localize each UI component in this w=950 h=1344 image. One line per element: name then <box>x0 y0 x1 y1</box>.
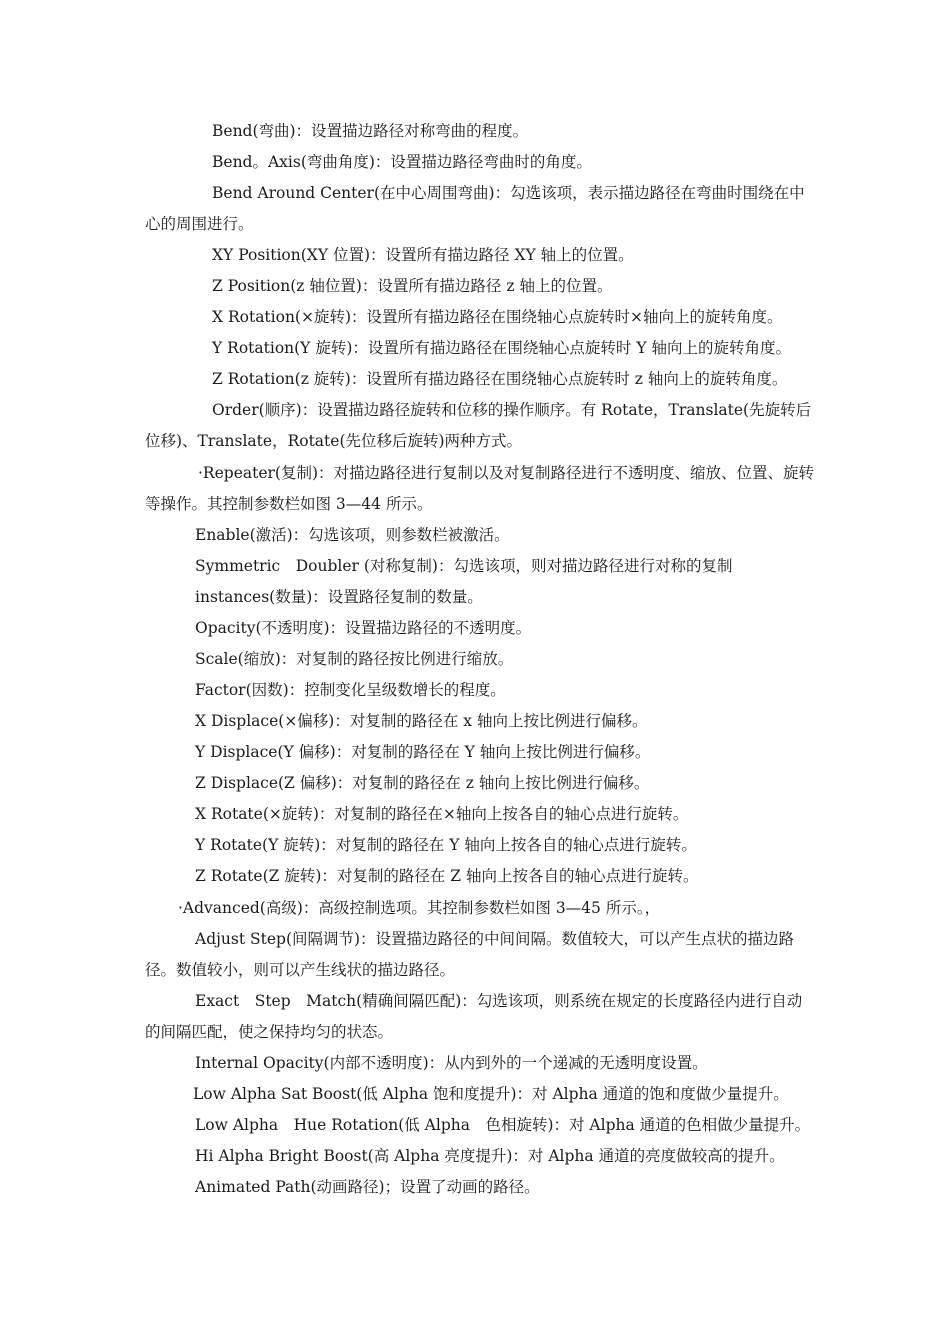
paragraph-z-position: Z Position(z 轴位置)：设置所有描边路径 z 轴上的位置。 <box>212 277 613 295</box>
paragraph-internal-opacity: Internal Opacity(内部不透明度)：从内到外的一个递减的无透明度设置。 <box>195 1054 708 1072</box>
paragraph-hi-alpha-bright-boost: Hi Alpha Bright Boost(高 Alpha 亮度提升)：对 Alpha 通道的亮度做较高的提升。 <box>195 1147 785 1165</box>
paragraph-factor: Factor(因数)：控制变化呈级数增长的程度。 <box>195 681 506 699</box>
paragraph-x-rotation: X Rotation(×旋转)：设置所有描边路径在围绕轴心点旋转时×轴向上的旋转角度。 <box>212 308 783 326</box>
paragraph-z-rotate: Z Rotate(Z 旋转)：对复制的路径在 Z 轴向上按各自的轴心点进行旋转。 <box>195 867 699 885</box>
paragraph-xy-position: XY Position(XY 位置)：设置所有描边路径 XY 轴上的位置。 <box>212 246 634 264</box>
paragraph-z-displace: Z Displace(Z 偏移)：对复制的路径在 z 轴向上按比例进行偏移。 <box>195 774 650 792</box>
paragraph-y-rotation: Y Rotation(Y 旋转)：设置所有描边路径在围绕轴心点旋转时 Y 轴向上的旋转角度。 <box>212 339 791 357</box>
paragraph-symmetric-doubler: Symmetric Doubler (对称复制)：勾选该项，则对描边路径进行对称的复制 <box>195 557 733 575</box>
section-repeater: ·Repeater(复制)：对描边路径进行复制以及对复制路径进行不透明度、缩放、位置、旋转等操作。其控制参数栏如图 3—44 所示。 <box>145 464 815 513</box>
paragraph-scale: Scale(缩放)：对复制的路径按比例进行缩放。 <box>195 650 514 668</box>
paragraph-y-displace: Y Displace(Y 偏移)：对复制的路径在 Y 轴向上按比例进行偏移。 <box>195 743 651 761</box>
paragraph-adjust-step: Adjust Step(间隔调节)：设置描边路径的中间间隔。数值较大，可以产生点状的描边路径。数值较小，则可以产生线状的描边路径。 <box>145 930 795 979</box>
paragraph-bend: Bend(弯曲)：设置描边路径对称弯曲的程度。 <box>212 122 529 140</box>
paragraph-order: Order(顺序)：设置描边路径旋转和位移的操作顺序。有 Rotate，Translate(先旋转后位移)、Translate，Rotate(先位移后旋转)两种方式。 <box>145 401 812 450</box>
section-advanced: ·Advanced(高级)：高级控制选项。其控制参数栏如图 3—45 所示。， <box>178 899 661 917</box>
paragraph-bend-axis: Bend。Axis(弯曲角度)：设置描边路径弯曲时的角度。 <box>212 153 592 171</box>
paragraph-instances: instances(数量)：设置路径复制的数量。 <box>195 588 483 606</box>
paragraph-y-rotate: Y Rotate(Y 旋转)：对复制的路径在 Y 轴向上按各自的轴心点进行旋转。 <box>195 836 697 854</box>
paragraph-low-alpha-hue-rotation: Low Alpha Hue Rotation(低 Alpha 色相旋转)：对 Alpha 通道的色相做少量提升。 <box>195 1116 811 1134</box>
paragraph-x-rotate: X Rotate(×旋转)：对复制的路径在×轴向上按各自的轴心点进行旋转。 <box>195 805 689 823</box>
paragraph-x-displace: X Displace(×偏移)：对复制的路径在 x 轴向上按比例进行偏移。 <box>195 712 648 730</box>
paragraph-exact-step-match: Exact Step Match(精确间隔匹配)：勾选该项，则系统在规定的长度路径内进行自动的间隔匹配，使之保持均匀的状态。 <box>145 992 803 1041</box>
paragraph-opacity: Opacity(不透明度)：设置描边路径的不透明度。 <box>195 619 532 637</box>
paragraph-bend-around-center: Bend Around Center(在中心周围弯曲)：勾选该项，表示描边路径在弯曲时围绕在中心的周围进行。 <box>145 184 805 233</box>
paragraph-z-rotation: Z Rotation(z 旋转)：设置所有描边路径在围绕轴心点旋转时 z 轴向上的旋转角度。 <box>212 370 788 388</box>
paragraph-animated-path: Animated Path(动画路径)；设置了动画的路径。 <box>195 1178 540 1196</box>
paragraph-enable: Enable(激活)：勾选该项，则参数栏被激活。 <box>195 526 510 544</box>
paragraph-low-alpha-sat-boost: Low Alpha Sat Boost(低 Alpha 饱和度提升)：对 Alpha 通道的饱和度做少量提升。 <box>193 1085 789 1103</box>
